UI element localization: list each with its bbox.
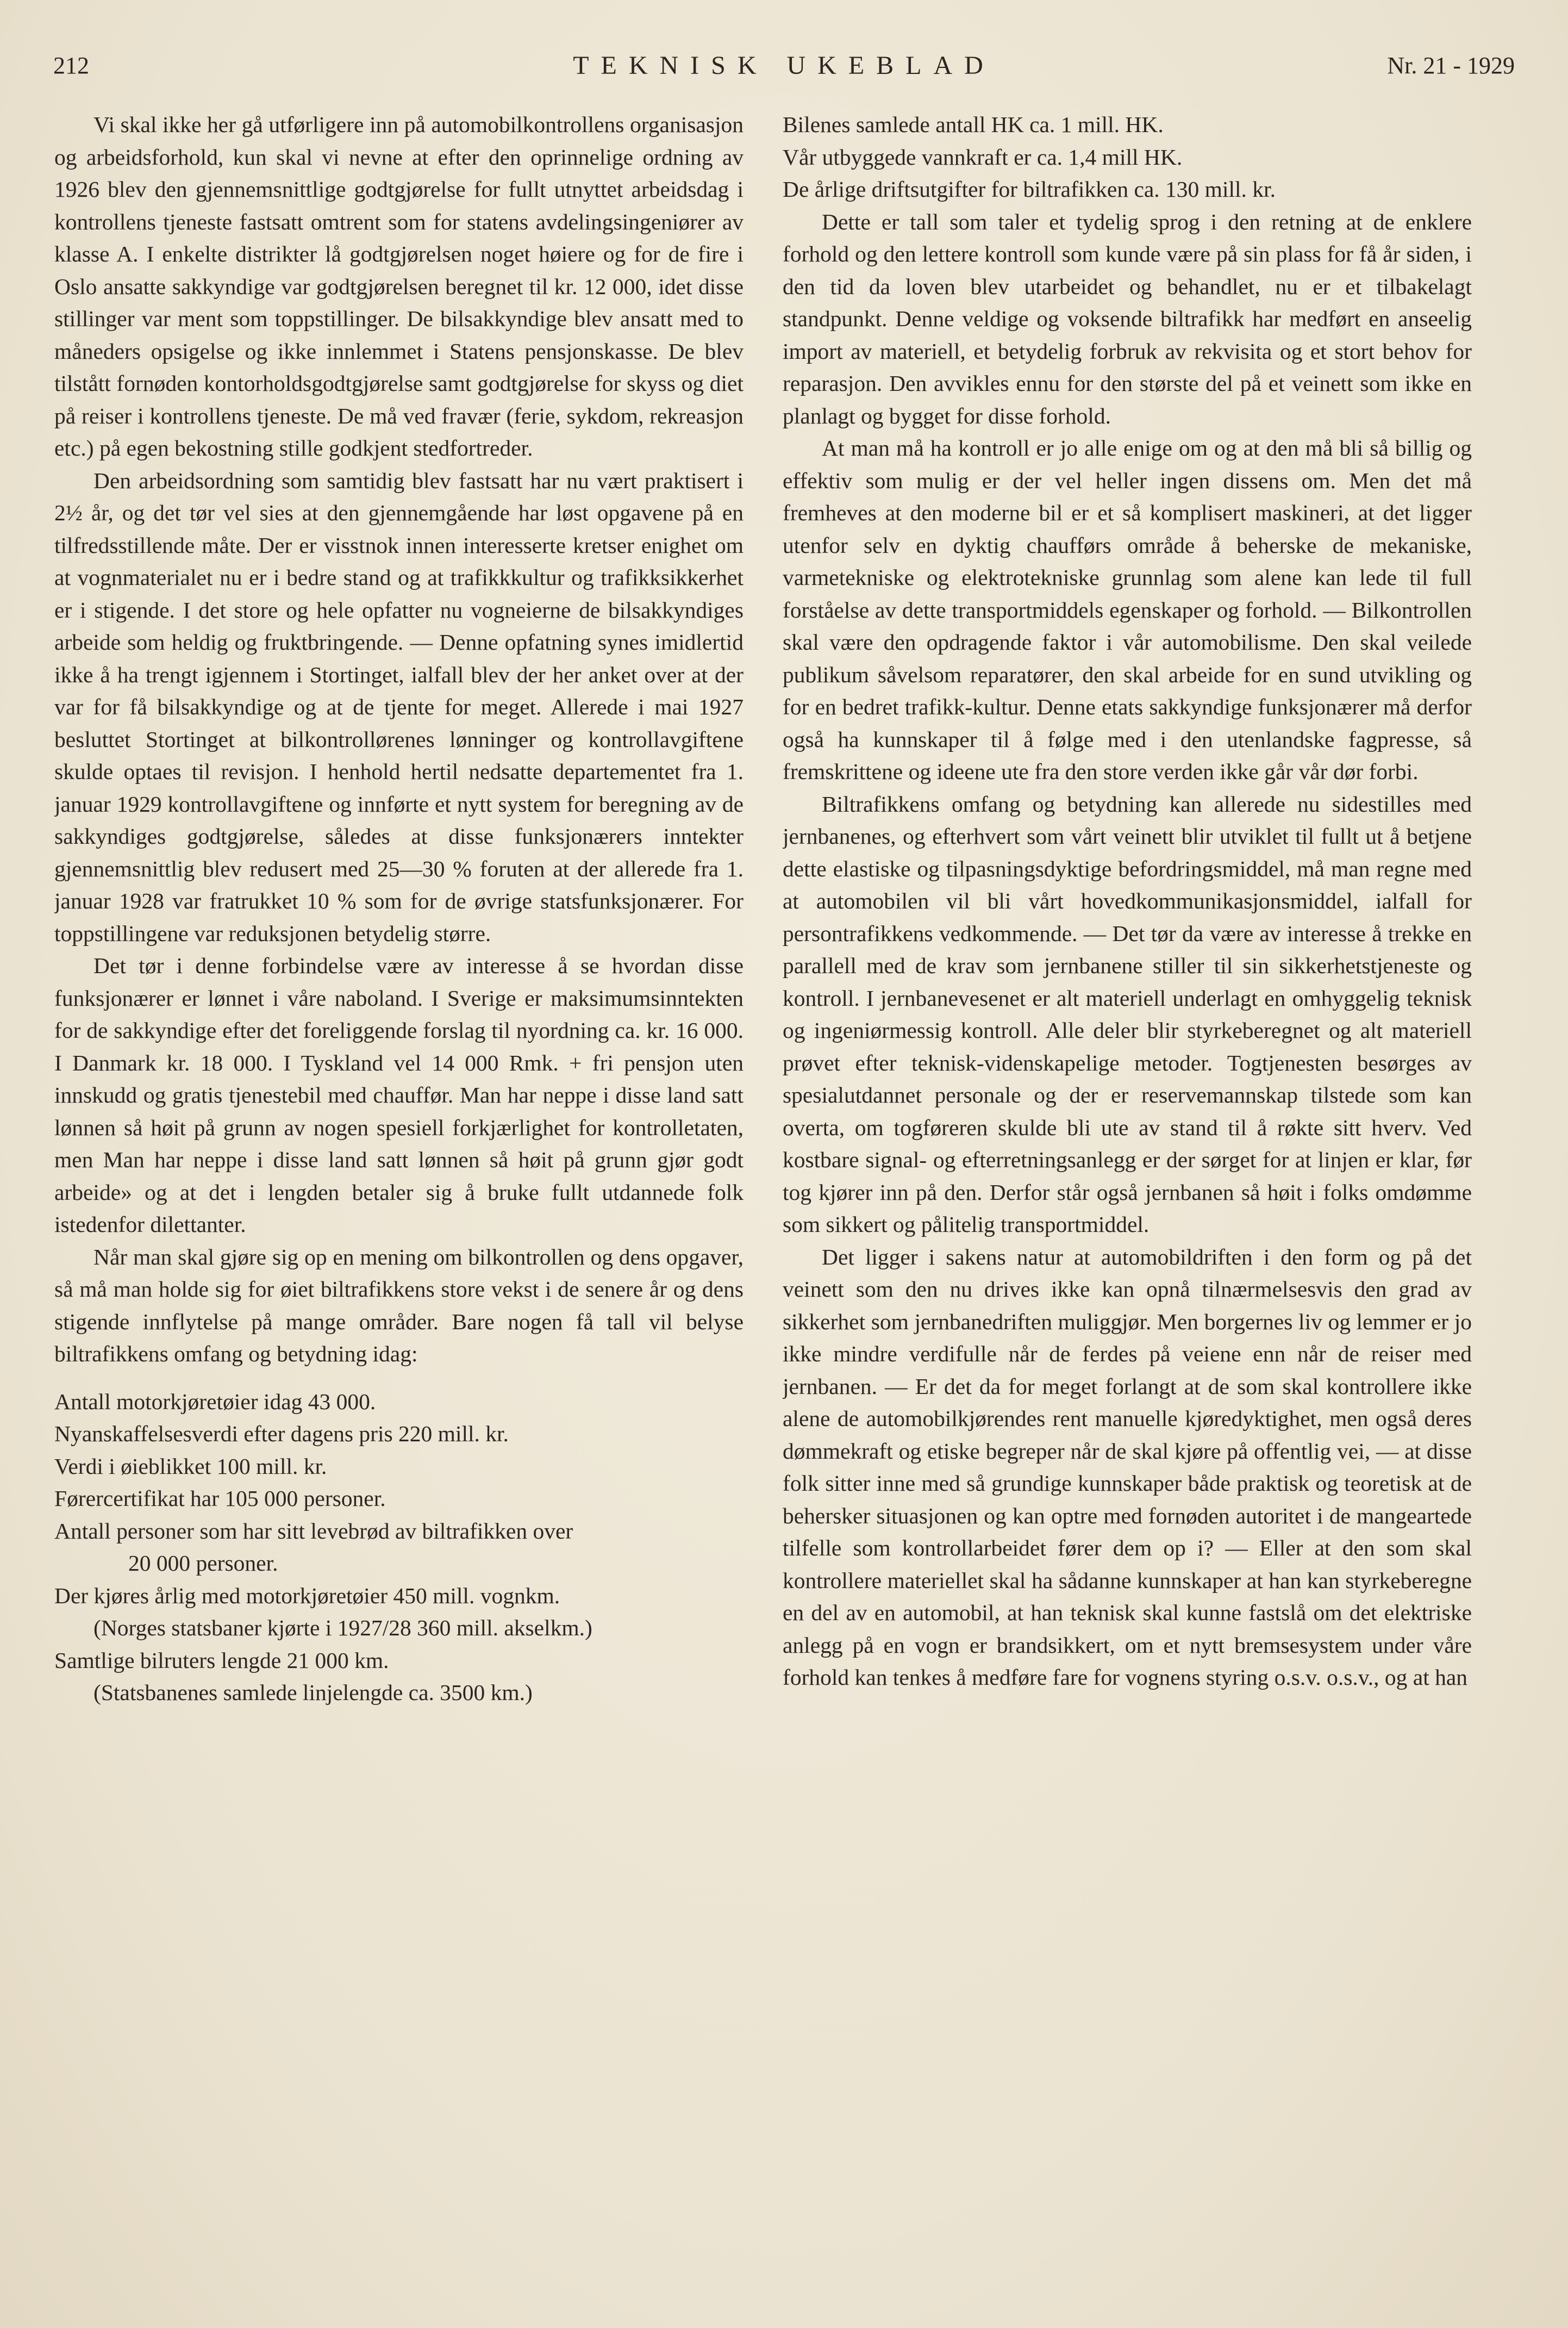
issue-number: Nr. 21 - 1929 bbox=[1387, 52, 1515, 79]
stat-line: Bilenes samlede antall HK ca. 1 mill. HK. bbox=[783, 112, 1164, 137]
page-number: 212 bbox=[53, 52, 89, 79]
stat-line: Førercertifikat har 105 000 personer. bbox=[54, 1486, 386, 1511]
stat-line: Nyanskaffelsesverdi efter dagens pris 220 mill. kr. bbox=[54, 1421, 509, 1446]
paragraph: Dette er tall som taler et tydelig sprog i den retning at de enklere forhold og den lettere kontroll som kunde være på sin plass for få år siden, i den tid da loven blev utarbeidet og behandlet, nu er et tilbakelagt standpunkt. Denne veldige og voksende biltrafikk har medført en anseelig import av materiell, et betydelig forbruk av rekvisita og et stort behov for reparasjon. Den avvikles ennu for den største del på et veinett som ikke en planlagt og bygget for disse forhold. bbox=[783, 209, 1472, 428]
right-column bbox=[783, 109, 1472, 2273]
paragraph: Vi skal ikke her gå utførligere inn på automobilkontrollens organisasjon og arbeidsforhold, kun skal vi nevne at efter den oprinnelige ordning av 1926 blev den gjennemsnittlige godtgjørelse for fullt utnyttet arbeidsdag i kontrollens tjeneste fastsatt omtrent som for statens avdelingsingeniører av klasse A. I enkelte distrikter lå godtgjørelsen noget høiere og for de fire i Oslo ansatte sakkyndige var godtgjørelsen beregnet til kr. 12 000, idet disse stillinger var ment som toppstillinger. De bilsakkyndige blev ansatt med to måneders opsigelse og ikke innlemmet i Statens pensjonskasse. De blev tilstått fornøden kontorholdsgodtgjørelse samt godtgjørelse for skyss og diet på reiser i kontrollens tjeneste. De må ved fravær (ferie, sykdom, rekreasjon etc.) på egen bekostning stille godkjent stedfortreder. bbox=[54, 112, 744, 460]
paragraph: At man må ha kontroll er jo alle enige om og at den må bli så billig og effektiv som mulig er der vel heller ingen dissens om. Men det må fremheves at den moderne bil er et så komplisert maskineri, at det ligger utenfor selv en dyktig chaufførs område å beherske de mekaniske, varmetekniske og elektrotekniske grunnlag som alene kan lede til full forståelse av dette transportmiddels egenskaper og forhold. — Bilkontrollen skal være den opdragende faktor i vår automobilisme. Den skal veilede publikum såvelsom reparatører, den skal arbeide for en sund utvikling og for en bedret trafikk-kultur. Denne etats sakkyndige funksjonærer må derfor også ha kunnskaper til å følge med i den utenlandske fagpresse, så fremskrittene og ideene ute fra den store verden ikke går vår dør forbi. bbox=[783, 435, 1472, 784]
paragraph: Det ligger i sakens natur at automobildriften i den form og på det veinett som den nu drives ikke kan opnå tilnærmelsesvis den grad av sikkerhet som jernbanedriften muliggjør. Men borgernes liv og lemmer er jo ikke mindre verdifulle når de ferdes på veiene enn når de reiser med jernbanen. — Er det da for meget forlangt at de som skal kontrollere ikke alene de automobilkjørendes rent manuelle kjøredyktighet, men også deres dømmekraft og etiske begreper når de skal kjøre på offentlig vei, — at disse folk sitter inne med så grundige kunnskaper både praktisk og teoretisk at de behersker situasjonen og kan optre med fornøden autoritet i de mangeartede tilfelle som kontrollarbeidet fører dem op i? — Eller at den som skal kontrollere materiellet skal ha sådanne kunnskaper at han kan styrkeberegne en del av en automobil, at han teknisk skal kunne fastslå om det elektriske anlegg på en vogn er brandsikkert, om et nytt bremsesystem under våre forhold kan tenkes å medføre fare for vognens styring o.s.v. o.s.v., og at han bbox=[783, 1244, 1472, 1690]
left-column bbox=[54, 109, 744, 2273]
stat-line: (Statsbanenes samlede linjelengde ca. 3500 km.) bbox=[93, 1680, 533, 1705]
running-header bbox=[53, 47, 1515, 85]
stat-line: 20 000 personer. bbox=[128, 1551, 278, 1576]
stat-line: Der kjøres årlig med motorkjøretøier 450 mill. vognkm. bbox=[54, 1583, 560, 1608]
stat-line: De årlige driftsutgifter for biltrafikken ca. 130 mill. kr. bbox=[783, 177, 1276, 202]
stat-line: Verdi i øieblikket 100 mill. kr. bbox=[54, 1453, 327, 1479]
paragraph: Biltrafikkens omfang og betydning kan allerede nu sidestilles med jernbanenes, og efterhvert som vårt veinett blir utviklet til fullt ut å betjene dette elastiske og tilpasningsdyktige befordringsmiddel, må man regne med at automobilen vil bli vårt hovedkommunikasjonsmiddel, ialfall for persontrafikkens vedkommende. — Det tør da være av interesse å trekke en parallell med de krav som jernbanene stiller til sin sikkerhetstjeneste og kontroll. I jernbanevesenet er alt materiell underlagt en omhyggelig teknisk og ingeniørmessig kontroll. Alle deler blir styrkeberegnet og alt materiell prøvet efter teknisk-videnskapelige metoder. Togtjenesten besørges av spesialutdannet personale og der er reservemannskap tilstede som kan overta, om togføreren skulde bli ute av stand til å røkte sitt hverv. Ved kostbare signal- og efterretningsanlegg er der sørget for at linjen er klar, før tog kjører inn på den. Derfor står også jernbanen så høit i folks omdømme som sikkert og pålitelig transportmiddel. bbox=[783, 791, 1472, 1237]
stat-line: (Norges statsbaner kjørte i 1927/28 360 mill. akselkm.) bbox=[93, 1615, 592, 1640]
paragraph: Det tør i denne forbindelse være av interesse å se hvordan disse funksjonærer er lønnet i våre naboland. I Sverige er maksimumsinntekten for de sakkyndige efter det foreliggende forslag til nyordning ca. kr. 16 000. I Danmark kr. 18 000. I Tyskland vel 14 000 Rmk. + fri pensjon uten innskudd og gratis tjenestebil med chauffør. Man har neppe i disse land satt lønnen så høit på grunn av nogen spesiell forkjærlighet for kontrolletaten, men Man har neppe i disse land satt lønnen så høit på grunn gjør godt arbeide» og at det i lengden betaler sig å bruke fullt utdannede folk istedenfor dilettanter. bbox=[54, 953, 744, 1237]
stat-line: Antall motorkjøretøier idag 43 000. bbox=[54, 1389, 376, 1414]
paragraph: Når man skal gjøre sig op en mening om bilkontrollen og dens opgaver, så må man holde sig for øiet biltrafikkens store vekst i de senere år og dens stigende innflytelse på mange områder. Bare nogen få tall vil belyse biltrafikkens omfang og betydning idag: bbox=[54, 1244, 744, 1366]
stat-line: Vår utbyggede vannkraft er ca. 1,4 mill HK. bbox=[783, 144, 1183, 170]
statistics-list bbox=[54, 1386, 744, 1709]
stat-line: Samtlige bilruters lengde 21 000 km. bbox=[54, 1647, 389, 1673]
statistics-list bbox=[783, 109, 1472, 206]
stat-line: Antall personer som har sitt levebrød av biltrafikken over bbox=[54, 1518, 573, 1543]
journal-title: TEKNISK UKEBLAD bbox=[573, 51, 995, 80]
paragraph: Den arbeidsordning som samtidig blev fastsatt har nu vært praktisert i 2½ år, og det tør vel sies at den gjennemgående har løst opgavene på en tilfredsstillende måte. Der er visstnok innen interesserte kretser enighet om at vognmaterialet nu er i bedre stand og at trafikkkultur og trafikksikkerhet er i stigende. I det store og hele opfatter nu vogneierne de bilsakkyndiges arbeide som heldig og fruktbringende. — Denne opfatning synes imidlertid ikke å ha trengt igjennem i Stortinget, ialfall blev der her anket over at der var for få bilsakkyndige og at de tjente for meget. Allerede i mai 1927 besluttet Stortinget at bilkontrollørenes lønninger og kontrollavgiftene skulde optaes til revisjon. I henhold hertil nedsatte departementet fra 1. januar 1929 kontrollavgiftene og innførte et nytt system for beregning av de sakkyndiges godtgjørelse, således at disse funksjonærers inntekter gjennemsnittlig blev redusert med 25—30 % foruten at der allerede fra 1. januar 1928 var fratrukket 10 % som for de øvrige statsfunksjonærer. For toppstillingene var reduksjonen betydelig større. bbox=[54, 468, 744, 946]
